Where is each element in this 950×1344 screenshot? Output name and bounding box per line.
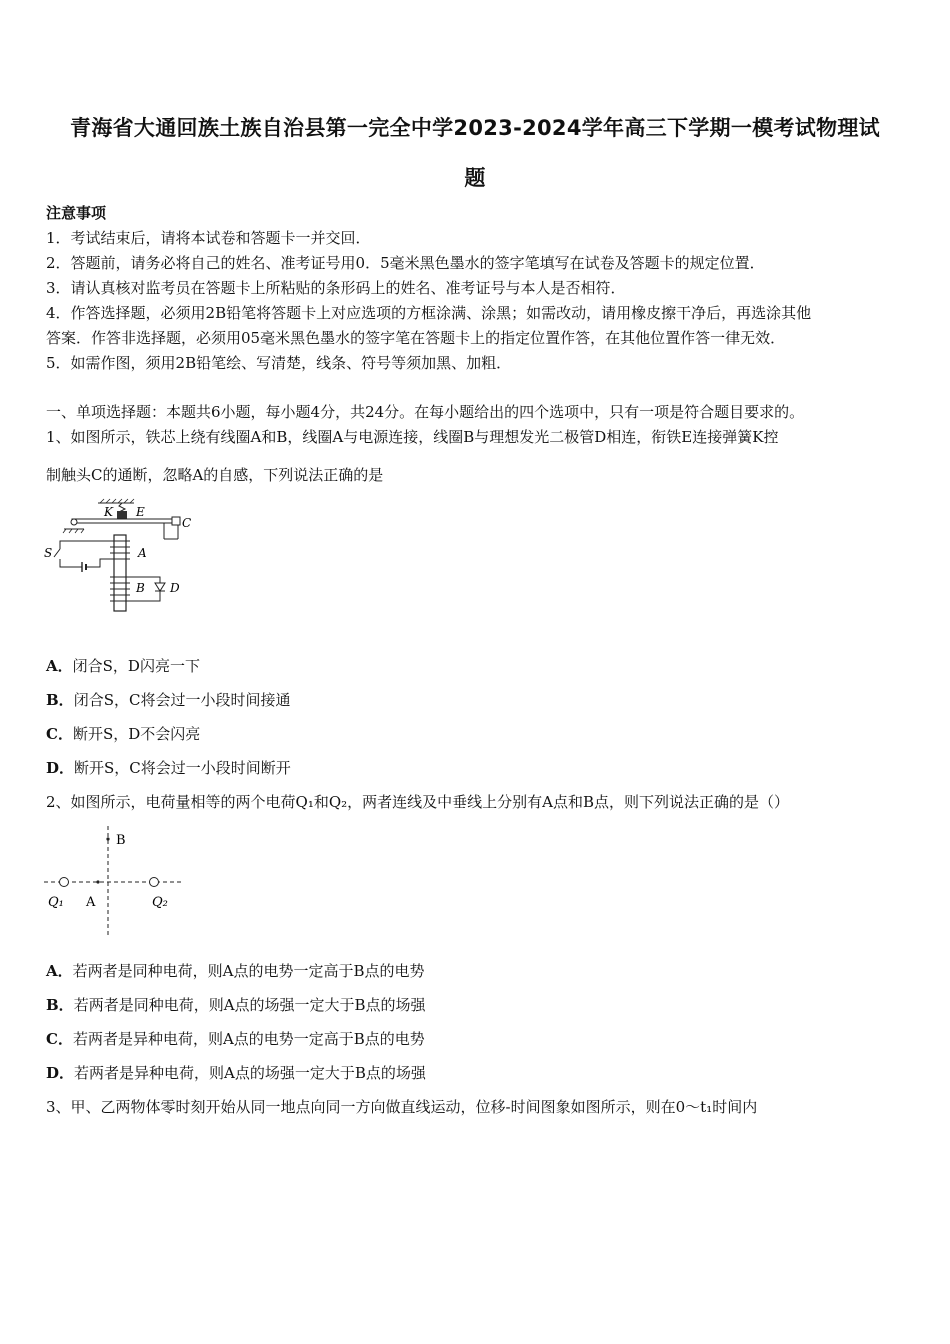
- q1-option-d[interactable]: [46, 758, 291, 778]
- q1-option-c-letter: C．: [46, 725, 73, 743]
- exam-title-line2: 题: [464, 166, 486, 190]
- q1-option-b-text: 闭合S，C将会过一小段时间接通: [73, 691, 291, 709]
- q2-label-a: A: [86, 895, 96, 910]
- q1-option-a-letter: A．: [46, 657, 73, 675]
- q1-label-a: A: [138, 546, 147, 560]
- notice-item-3: 3．请认真核对监考员在答题卡上所粘贴的条形码上的姓名、准考证号与本人是否相符．: [46, 279, 626, 297]
- q1-stem-line1: 1、如图所示，铁芯上绕有线圈A和B，线圈A与电源连接，线圈B与理想发光二极管D相连，衔铁E连接弹簧K控: [46, 428, 779, 446]
- q2-option-b[interactable]: [46, 995, 426, 1015]
- q2-label-q1: Q₁: [48, 895, 64, 910]
- q2-label-q2: Q₂: [152, 895, 168, 910]
- q2-option-d[interactable]: [46, 1063, 426, 1083]
- notice-heading: 注意事项: [46, 204, 107, 222]
- q1-label-k: K: [104, 505, 113, 519]
- q2-option-d-text: 若两者是异种电荷，则A点的场强一定大于B点的场强: [74, 1064, 426, 1082]
- q2-option-a[interactable]: [46, 961, 425, 981]
- q1-label-e: E: [136, 505, 145, 519]
- q2-stem: 2、如图所示，电荷量相等的两个电荷Q₁和Q₂，两者连线及中垂线上分别有A点和B点，则下列说法正确的是（）: [46, 793, 790, 811]
- q1-option-c[interactable]: [46, 724, 200, 744]
- q1-option-a[interactable]: [46, 656, 200, 676]
- q1-label-d: D: [170, 581, 180, 595]
- q2-option-c-letter: C．: [46, 1030, 73, 1048]
- q1-option-c-text: 断开S，D不会闪亮: [72, 725, 201, 743]
- q2-option-c[interactable]: [46, 1029, 425, 1049]
- q1-option-d-letter: D．: [46, 759, 75, 777]
- q2-option-b-text: 若两者是同种电荷，则A点的场强一定大于B点的场强: [73, 996, 426, 1014]
- q2-option-c-text: 若两者是异种电荷，则A点的电势一定高于B点的电势: [72, 1030, 425, 1048]
- notice-item-2: 2．答题前，请务必将自己的姓名、准考证号用0．5毫米黑色墨水的签字笔填写在试卷及答题卡的规定位置．: [46, 254, 765, 272]
- notice-item-5: 5．如需作图，须用2B铅笔绘、写清楚，线条、符号等须加黑、加粗．: [46, 354, 512, 372]
- q1-label-c: C: [182, 516, 192, 530]
- q1-stem-line2: 制触头C的通断，忽略A的自感，下列说法正确的是: [46, 466, 384, 484]
- q1-option-a-text: 闭合S，D闪亮一下: [72, 657, 200, 675]
- q2-label-b: B: [116, 833, 126, 848]
- q3-stem: 3、甲、乙两物体零时刻开始从同一地点向同一方向做直线运动，位移-时间图象如图所示，则在0～t₁时间内: [46, 1098, 758, 1116]
- q1-circuit-figure: [40, 495, 200, 615]
- notice-item-4: 4．作答选择题，必须用2B铅笔将答题卡上对应选项的方框涂满、涂黑；如需改动，请用橡皮擦干净后，再选涂其他: [46, 304, 812, 322]
- exam-title-line1: 青海省大通回族土族自治县第一完全中学2023-2024学年高三下学期一模考试物理试: [70, 116, 880, 140]
- section-heading: 一、单项选择题：本题共6小题，每小题4分，共24分。在每小题给出的四个选项中，只有一项是符合题目要求的。: [46, 403, 805, 421]
- notice-item-1: 1．考试结束后，请将本试卷和答题卡一并交回．: [46, 229, 371, 247]
- q2-option-a-letter: A．: [46, 962, 73, 980]
- q2-option-b-letter: B．: [46, 996, 74, 1014]
- q1-label-b: B: [136, 581, 145, 595]
- q1-option-b[interactable]: [46, 690, 290, 710]
- q2-option-d-letter: D．: [46, 1064, 75, 1082]
- q1-option-b-letter: B．: [46, 691, 74, 709]
- q1-label-s: S: [44, 546, 53, 560]
- q2-charges-figure: [40, 822, 190, 942]
- q1-option-d-text: 断开S，C将会过一小段时间断开: [74, 759, 291, 777]
- q2-option-a-text: 若两者是同种电荷，则A点的电势一定高于B点的电势: [72, 962, 425, 980]
- notice-item-4-cont: 答案．作答非选择题，必须用05毫米黑色墨水的签字笔在答题卡上的指定位置作答，在其他位置作答一律无效．: [46, 329, 786, 347]
